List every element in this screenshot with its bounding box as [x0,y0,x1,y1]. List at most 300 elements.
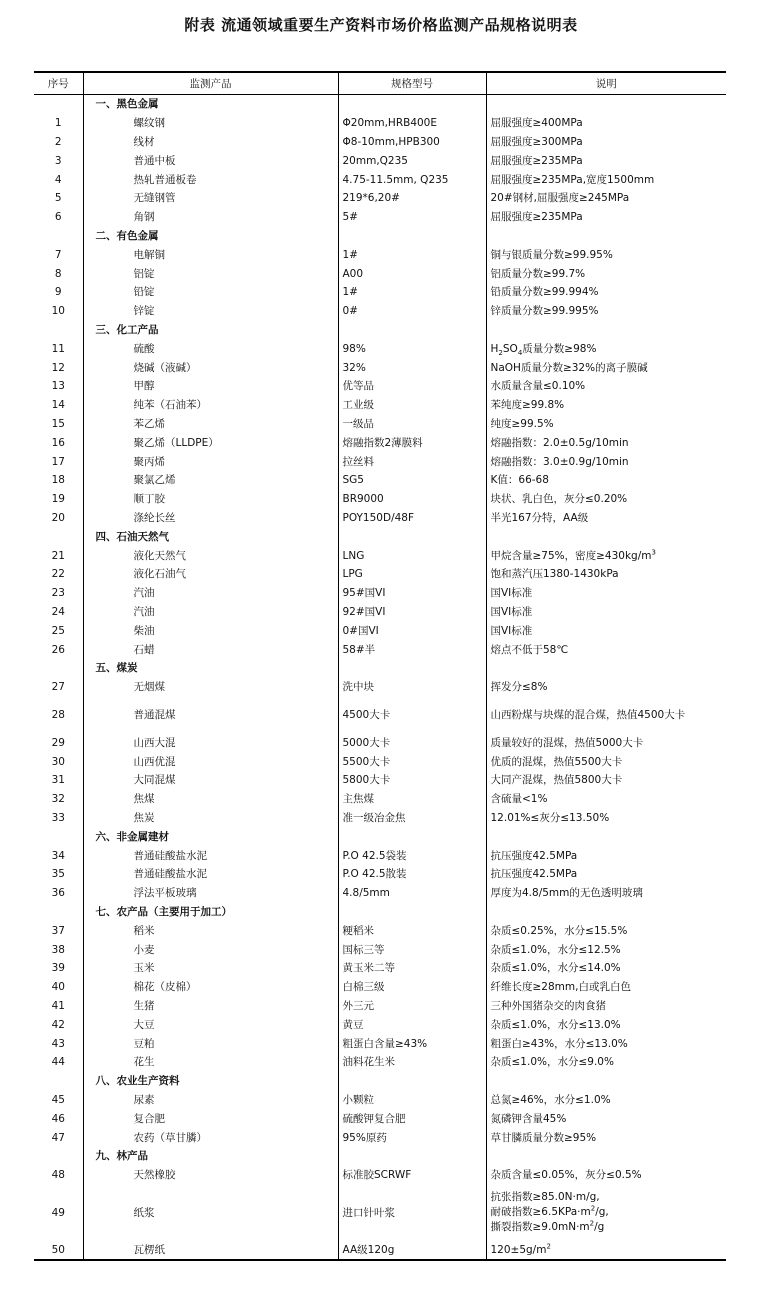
product-name: 普通中板 [83,151,338,170]
category-row [34,827,726,846]
product-description: 国VI标准 [486,621,726,640]
product-description: 杂质≤1.0%，水分≤9.0% [486,1053,726,1072]
product-description: NaOH质量分数≥32%的离子膜碱 [486,358,726,377]
table-row [34,959,726,978]
product-description: 苯纯度≥99.8% [486,396,726,415]
product-description: 厚度为4.8/5mm的无色透明玻璃 [486,884,726,903]
category-name: 四、石油天然气 [83,527,338,546]
product-description: 甲烷含量≥75%，密度$\ge 430kg/m^3$ [486,546,726,565]
row-number: 3 [54,154,62,167]
table-row [34,790,726,809]
table-header-row [34,72,726,95]
product-description: 粗蛋白≥43%，水分≤13.0% [486,1034,726,1053]
product-name: 硫酸 [83,339,338,358]
table-row [34,133,726,152]
category-spec-cell [338,95,486,114]
product-spec: 92#国VI [338,603,486,622]
table-row [34,978,726,997]
row-number: 30 [51,755,65,768]
product-spec: 98% [338,339,486,358]
table-row [34,471,726,490]
product-description: 杂质含量≤0.05%，灰分≤0.5% [486,1166,726,1185]
product-name: 涤纶长丝 [83,509,338,528]
product-name: 普通混煤 [83,697,338,734]
table-row [34,339,726,358]
table-row [34,752,726,771]
product-description: 抗压强度42.5MPa [486,865,726,884]
row-number: 44 [51,1056,65,1069]
product-description: 山西粉煤与块煤的混合煤，热值4500大卡 [486,697,726,734]
product-description: 屈服强度≥235MPa,宽度1500mm [486,170,726,189]
product-description: 质量较好的混煤，热值5000大卡 [486,734,726,753]
category-row [34,95,726,114]
product-name: 柴油 [83,621,338,640]
product-description: 熔融指数：3.0±0.9g/10min [486,452,726,471]
table-row [34,865,726,884]
product-spec: 20mm,Q235 [338,151,486,170]
product-name: 稻米 [83,921,338,940]
product-spec: 小颗粒 [338,1091,486,1110]
product-spec: 标准胶SCRWF [338,1166,486,1185]
product-name: 大同混煤 [83,771,338,790]
product-name: 山西优混 [83,752,338,771]
row-number: 34 [51,849,65,862]
category-spec-cell [338,1072,486,1091]
product-spec: 32% [338,358,486,377]
product-description: 铝质量分数≥99.7% [486,264,726,283]
product-spec: LNG [338,546,486,565]
product-name: 焦炭 [83,809,338,828]
table-row [34,997,726,1016]
table-row [34,584,726,603]
row-number: 45 [51,1094,65,1107]
product-spec: P.O 42.5袋装 [338,846,486,865]
category-no-cell [34,903,83,922]
product-description: 20#钢材,屈服强度≥245MPa [486,189,726,208]
product-spec: POY150D/48F [338,509,486,528]
category-desc-cell [486,659,726,678]
product-description: 纤维长度≥28mm,白或乳白色 [486,978,726,997]
table-row [34,283,726,302]
product-name: 铅锭 [83,283,338,302]
product-name: 聚乙烯（LLDPE） [83,433,338,452]
product-name: 汽油 [83,603,338,622]
table-row [34,1241,726,1261]
table-row [34,1166,726,1185]
product-description: 半光167分特，AA级 [486,509,726,528]
table-row [34,1053,726,1072]
category-row [34,1147,726,1166]
product-spec: 黄玉米二等 [338,959,486,978]
product-name: 甲醇 [83,377,338,396]
table-row [34,565,726,584]
row-number: 26 [51,643,65,656]
product-description: 杂质≤0.25%，水分≤15.5% [486,921,726,940]
product-name: 棉花（皮棉） [83,978,338,997]
category-row [34,1072,726,1091]
header-spec: 规格型号 [338,72,486,95]
row-number: 19 [51,493,65,506]
row-number: 39 [51,962,65,975]
row-number: 40 [51,981,65,994]
product-name: 液化石油气 [83,565,338,584]
row-number: 41 [51,1000,65,1013]
row-number: 42 [51,1018,65,1031]
product-spec: 主焦煤 [338,790,486,809]
product-spec: Φ20mm,HRB400E [338,114,486,133]
product-description: 国VI标准 [486,603,726,622]
product-spec: 95%原药 [338,1128,486,1147]
product-name: 大豆 [83,1015,338,1034]
product-name: 线材 [83,133,338,152]
table-row [34,396,726,415]
category-name: 二、有色金属 [83,227,338,246]
category-spec-cell [338,1147,486,1166]
product-name: 无缝钢管 [83,189,338,208]
row-number: 18 [51,474,65,487]
product-spec: 4500大卡 [338,697,486,734]
table-row [34,452,726,471]
product-spec: 外三元 [338,997,486,1016]
category-desc-cell [486,227,726,246]
product-spec: 油料花生米 [338,1053,486,1072]
product-description: 屈服强度≥235MPa [486,208,726,227]
product-spec: 58#半 [338,640,486,659]
product-description: 屈服强度≥400MPa [486,114,726,133]
row-number: 37 [51,924,65,937]
product-description: 铅质量分数≥99.994% [486,283,726,302]
table-row [34,358,726,377]
category-row [34,527,726,546]
product-description: $120\pm 5g/m^2$ [486,1241,726,1261]
category-row [34,321,726,340]
row-number: 16 [51,436,65,449]
product-spec: A00 [338,264,486,283]
product-spec: 5500大卡 [338,752,486,771]
row-number: 47 [51,1131,65,1144]
category-name: 六、非金属建材 [83,827,338,846]
product-name: 焦煤 [83,790,338,809]
product-spec: 白棉三级 [338,978,486,997]
table-row [34,697,726,734]
product-spec: BR9000 [338,490,486,509]
product-spec: 粳稻米 [338,921,486,940]
row-number: 38 [51,943,65,956]
category-spec-cell [338,321,486,340]
row-number: 21 [51,549,65,562]
table-row [34,678,726,697]
product-description: 抗压强度42.5MPa [486,846,726,865]
product-spec: 国标三等 [338,940,486,959]
category-desc-cell [486,95,726,114]
category-desc-cell [486,903,726,922]
row-number: 6 [54,211,62,224]
category-name: 五、煤炭 [83,659,338,678]
product-description: 水质量含量≤0.10% [486,377,726,396]
product-spec: 洗中块 [338,678,486,697]
product-spec: 4.75-11.5mm, Q235 [338,170,486,189]
category-no-cell [34,1147,83,1166]
table-row [34,151,726,170]
category-row [34,659,726,678]
product-description: 屈服强度≥235MPa [486,151,726,170]
product-description: 12.01%≤灰分≤13.50% [486,809,726,828]
category-name: 九、林产品 [83,1147,338,1166]
category-no-cell [34,659,83,678]
table-row [34,1091,726,1110]
product-spec: 优等品 [338,377,486,396]
product-name: 山西大混 [83,734,338,753]
product-name: 普通硅酸盐水泥 [83,865,338,884]
product-description: 大同产混煤，热值5800大卡 [486,771,726,790]
category-name: 七、农产品（主要用于加工） [83,903,338,922]
product-spec: 5000大卡 [338,734,486,753]
category-spec-cell [338,227,486,246]
row-number: 35 [51,868,65,881]
product-name: 复合肥 [83,1109,338,1128]
product-name: 花生 [83,1053,338,1072]
category-desc-cell [486,1147,726,1166]
product-spec: 5# [338,208,486,227]
table-row [34,1128,726,1147]
product-name: 角钢 [83,208,338,227]
row-number: 50 [34,1241,83,1261]
product-description: 挥发分≤8% [486,678,726,697]
row-number: 12 [51,361,65,374]
header-no: 序号 [34,72,83,95]
product-description: 氮磷钾含量45% [486,1109,726,1128]
table-row [34,771,726,790]
product-spec: Φ8-10mm,HPB300 [338,133,486,152]
product-name: 农药（草甘膦） [83,1128,338,1147]
category-no-cell [34,95,83,114]
product-spec: 0#国VI [338,621,486,640]
table-row [34,1015,726,1034]
category-spec-cell [338,659,486,678]
product-spec: SG5 [338,471,486,490]
category-row [34,903,726,922]
category-no-cell [34,1072,83,1091]
product-name: 电解铜 [83,245,338,264]
product-name: 生猪 [83,997,338,1016]
table-row [34,734,726,753]
product-description: 国VI标准 [486,584,726,603]
document-title: 附表 流通领域重要生产资料市场价格监测产品规格说明表 [184,16,578,34]
table-row [34,809,726,828]
table-row [34,603,726,622]
product-spec: 工业级 [338,396,486,415]
row-number: 13 [51,380,65,393]
product-spec: 一级品 [338,415,486,434]
table-row [34,433,726,452]
row-number: 48 [51,1169,65,1182]
table-row [34,377,726,396]
category-name: 一、黑色金属 [83,95,338,114]
row-number: 10 [51,305,65,318]
product-name: 液化天然气 [83,546,338,565]
table-row [34,114,726,133]
product-spec: 219*6,20# [338,189,486,208]
product-name: 纸浆 [83,1185,338,1241]
product-name: 浮法平板玻璃 [83,884,338,903]
product-spec: 4.8/5mm [338,884,486,903]
product-spec: 硫酸钾复合肥 [338,1109,486,1128]
product-name: 聚氯乙烯 [83,471,338,490]
product-description: 块状、乳白色，灰分≤0.20% [486,490,726,509]
product-description: $H_2SO_4$质量分数≥98% [486,339,726,358]
product-description: 屈服强度≥300MPa [486,133,726,152]
category-desc-cell [486,1072,726,1091]
product-name: 聚丙烯 [83,452,338,471]
product-name: 瓦楞纸 [83,1241,338,1261]
header-product: 监测产品 [83,72,338,95]
row-number: 27 [51,681,65,694]
table-row [34,846,726,865]
row-number: 32 [51,793,65,806]
row-number: 8 [54,267,62,280]
table-body [34,95,726,1261]
category-desc-cell [486,827,726,846]
category-row [34,227,726,246]
product-name: 普通硅酸盐水泥 [83,846,338,865]
row-number: 24 [51,605,65,618]
product-spec: 0# [338,302,486,321]
product-spec: 1# [338,245,486,264]
product-name: 锌锭 [83,302,338,321]
table-row [34,1109,726,1128]
category-desc-cell [486,321,726,340]
product-spec: 1# [338,283,486,302]
product-name: 热轧普通板卷 [83,170,338,189]
category-name: 三、化工产品 [83,321,338,340]
row-number: 29 [51,736,65,749]
table-row [34,302,726,321]
product-spec: AA级120g [338,1241,486,1261]
product-spec: 黄豆 [338,1015,486,1034]
product-name: 尿素 [83,1091,338,1110]
table-row [34,264,726,283]
table-row [34,1185,726,1241]
product-description: K值：66-68 [486,471,726,490]
product-spec: 熔融指数2薄膜料 [338,433,486,452]
category-no-cell [34,827,83,846]
product-name: 无烟煤 [83,678,338,697]
product-description: 熔融指数：2.0±0.5g/10min [486,433,726,452]
product-description: 铜与银质量分数≥99.95% [486,245,726,264]
product-description: 杂质≤1.0%，水分≤12.5% [486,940,726,959]
product-name: 小麦 [83,940,338,959]
row-number: 20 [51,511,65,524]
product-description: 抗张指数≥85.0N·m/g, 耐破指数$\ge 6.5KPa\cdot m^2/g$, 撕裂指数$\ge 9.0mN\cdot m^2/g$ [486,1185,726,1241]
product-spec: 进口针叶浆 [338,1185,486,1241]
product-description: 杂质≤1.0%，水分≤13.0% [486,1015,726,1034]
table-row [34,1034,726,1053]
row-number: 36 [51,887,65,900]
row-number: 17 [51,455,65,468]
table-row [34,490,726,509]
product-description: 杂质≤1.0%，水分≤14.0% [486,959,726,978]
product-description: 熔点不低于58℃ [486,640,726,659]
product-spec: 粗蛋白含量≥43% [338,1034,486,1053]
row-number: 33 [51,812,65,825]
row-number: 28 [51,709,65,721]
category-spec-cell [338,827,486,846]
spec-table [34,71,726,1261]
product-description: 饱和蒸汽压1380-1430kPa [486,565,726,584]
product-name: 天然橡胶 [83,1166,338,1185]
category-no-cell [34,527,83,546]
product-spec: LPG [338,565,486,584]
table-row [34,208,726,227]
table-row [34,546,726,565]
row-number: 43 [51,1037,65,1050]
category-desc-cell [486,527,726,546]
product-name: 烧碱（液碱） [83,358,338,377]
product-name: 铝锭 [83,264,338,283]
row-number: 5 [54,192,62,205]
product-description: 锌质量分数≥99.995% [486,302,726,321]
row-number: 49 [51,1206,65,1219]
product-spec: 拉丝料 [338,452,486,471]
product-spec: 95#国VI [338,584,486,603]
category-spec-cell [338,527,486,546]
product-name: 汽油 [83,584,338,603]
table-row [34,415,726,434]
product-description: 草甘膦质量分数≥95% [486,1128,726,1147]
product-spec: 准一级冶金焦 [338,809,486,828]
row-number: 9 [54,286,62,299]
row-number: 11 [51,342,65,355]
row-number: 4 [54,173,62,186]
product-name: 豆粕 [83,1034,338,1053]
product-name: 顺丁胶 [83,490,338,509]
product-name: 纯苯（石油苯） [83,396,338,415]
product-description: 纯度≥99.5% [486,415,726,434]
category-spec-cell [338,903,486,922]
table-row [34,170,726,189]
table-row [34,189,726,208]
category-no-cell [34,227,83,246]
category-name: 八、农业生产资料 [83,1072,338,1091]
row-number: 31 [51,774,65,787]
table-row [34,509,726,528]
product-name: 石蜡 [83,640,338,659]
product-description: 总氮≥46%，水分≤1.0% [486,1091,726,1110]
table-row [34,921,726,940]
row-number: 22 [51,568,65,581]
product-name: 玉米 [83,959,338,978]
product-spec: 5800大卡 [338,771,486,790]
row-number: 7 [54,248,62,261]
row-number: 15 [51,417,65,430]
row-number: 25 [51,624,65,637]
product-description: 含硫量<1% [486,790,726,809]
row-number: 2 [54,135,62,148]
row-number: 23 [51,587,65,600]
row-number: 14 [51,399,65,412]
product-name: 螺纹钢 [83,114,338,133]
header-desc: 说明 [486,72,726,95]
category-no-cell [34,321,83,340]
table-row [34,245,726,264]
product-description: 三种外国猪杂交的肉食猪 [486,997,726,1016]
row-number: 1 [54,117,62,130]
table-row [34,884,726,903]
row-number: 46 [51,1112,65,1125]
product-name: 苯乙烯 [83,415,338,434]
table-row [34,621,726,640]
product-description: 优质的混煤，热值5500大卡 [486,752,726,771]
